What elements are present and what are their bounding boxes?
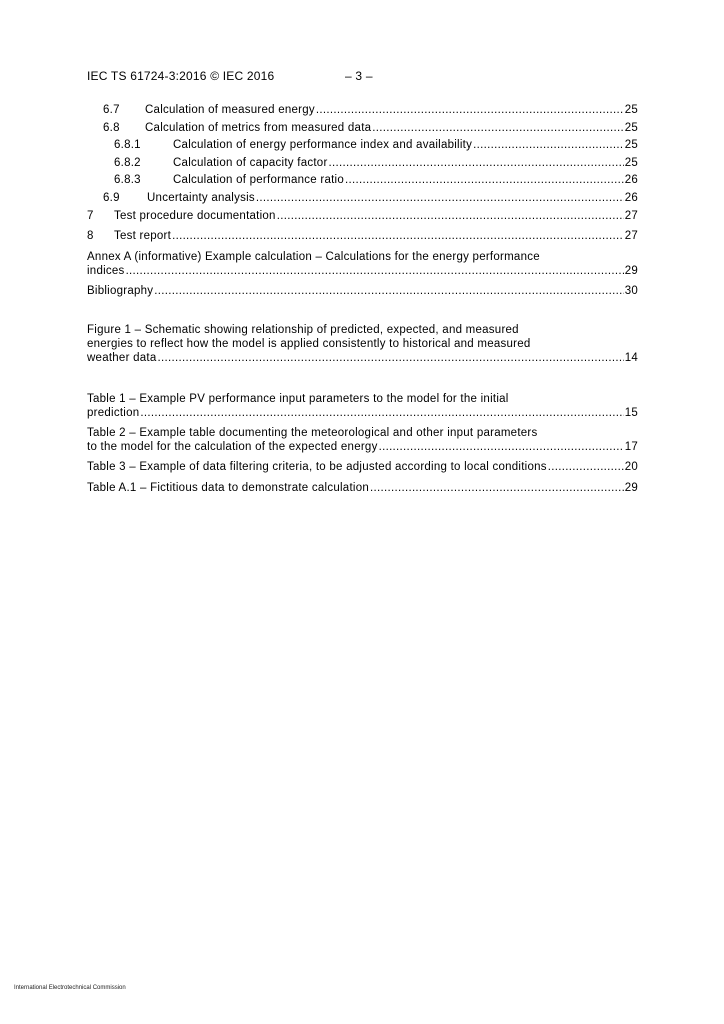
toc-leader [316, 103, 624, 118]
page-number: – 3 – [345, 69, 373, 83]
toc-entry-table-2[interactable] [87, 440, 638, 455]
toc-title: Calculation of metrics from measured data [145, 122, 372, 134]
figure-1-title-line[interactable]: energies to reflect how the model is applied consistently to historical and measured [87, 338, 531, 350]
toc-leader [370, 481, 624, 496]
table-1-title-line[interactable]: Table 1 – Example PV performance input parameters to the model for the initial [87, 393, 509, 405]
toc-page: 30 [624, 285, 638, 297]
table-2-title-line[interactable]: Table 2 – Example table documenting the meteorological and other input parameters [87, 427, 538, 439]
toc-title: prediction [87, 407, 140, 419]
toc-page: 17 [624, 441, 638, 453]
page-header [87, 69, 373, 83]
toc-page: 27 [624, 210, 638, 222]
toc-page: 20 [624, 461, 638, 473]
toc-title: Table 3 – Example of data filtering criteria, to be adjusted according to local conditions [87, 461, 547, 473]
annex-a-title-line[interactable]: Annex A (informative) Example calculation – Calculations for the energy performance [87, 251, 540, 263]
toc-number: 6.9 [103, 192, 120, 204]
toc-leader [140, 406, 623, 421]
toc-number: 7 [87, 210, 94, 222]
toc-title: Calculation of performance ratio [173, 174, 344, 186]
toc-entry-6-8-3[interactable] [87, 173, 638, 188]
toc-entry-figure-1[interactable] [87, 351, 638, 366]
toc-title: Bibliography [87, 285, 154, 297]
toc-number: 6.8.2 [114, 157, 141, 169]
toc-leader [548, 460, 624, 475]
toc-leader [256, 191, 624, 206]
toc-number: 6.8 [103, 122, 120, 134]
toc-entry-6-8-1[interactable] [87, 138, 638, 153]
toc-title: Test procedure documentation [114, 210, 276, 222]
toc-entry-8[interactable] [87, 229, 638, 244]
toc-title: Uncertainty analysis [147, 192, 255, 204]
toc-number: 6.7 [103, 104, 120, 116]
toc-title: Test report [114, 230, 172, 242]
toc-leader [379, 440, 624, 455]
toc-entry-6-8-2[interactable] [87, 156, 638, 171]
toc-title: weather data [87, 352, 157, 364]
toc-entry-6-9[interactable] [87, 191, 638, 206]
toc-leader [158, 351, 624, 366]
toc-leader [329, 156, 624, 171]
toc-number: 6.8.1 [114, 139, 141, 151]
footer-copyright: International Electrotechnical Commission [14, 985, 126, 991]
toc-title: Calculation of energy performance index and availability [173, 139, 473, 151]
toc-page: 25 [624, 157, 638, 169]
toc-page: 26 [624, 192, 638, 204]
toc-entry-annex-a[interactable] [87, 264, 638, 279]
toc-entry-7[interactable] [87, 209, 638, 224]
toc-title: Calculation of measured energy [145, 104, 315, 116]
toc-entry-6-8[interactable] [87, 121, 638, 136]
toc-leader [277, 209, 624, 224]
toc-page: 26 [624, 174, 638, 186]
toc-leader [154, 284, 623, 299]
toc-title: Table A.1 – Fictitious data to demonstrate calculation [87, 482, 369, 494]
toc-number: 6.8.3 [114, 174, 141, 186]
toc-title: Calculation of capacity factor [173, 157, 328, 169]
toc-leader [126, 264, 624, 279]
toc-page: 14 [624, 352, 638, 364]
toc-page: 27 [624, 230, 638, 242]
toc-page: 25 [624, 122, 638, 134]
toc-title: indices [87, 265, 125, 277]
toc-page: 29 [624, 482, 638, 494]
toc-page: 15 [624, 407, 638, 419]
toc-page: 29 [624, 265, 638, 277]
toc-number: 8 [87, 230, 94, 242]
toc-page: 25 [624, 139, 638, 151]
figure-1-title-line[interactable]: Figure 1 – Schematic showing relationship of predicted, expected, and measured [87, 324, 519, 336]
document-title: IEC TS 61724-3:2016 © IEC 2016 [87, 69, 275, 83]
toc-entry-table-a-1[interactable] [87, 481, 638, 496]
toc-title: to the model for the calculation of the expected energy [87, 441, 378, 453]
toc-leader [473, 138, 624, 153]
toc-leader [345, 173, 624, 188]
toc-entry-bibliography[interactable] [87, 284, 638, 299]
toc-leader [172, 229, 624, 244]
toc-entry-table-1[interactable] [87, 406, 638, 421]
toc-leader [372, 121, 623, 136]
toc-entry-6-7[interactable] [87, 103, 638, 118]
toc-page: 25 [624, 104, 638, 116]
toc-entry-table-3[interactable] [87, 460, 638, 475]
